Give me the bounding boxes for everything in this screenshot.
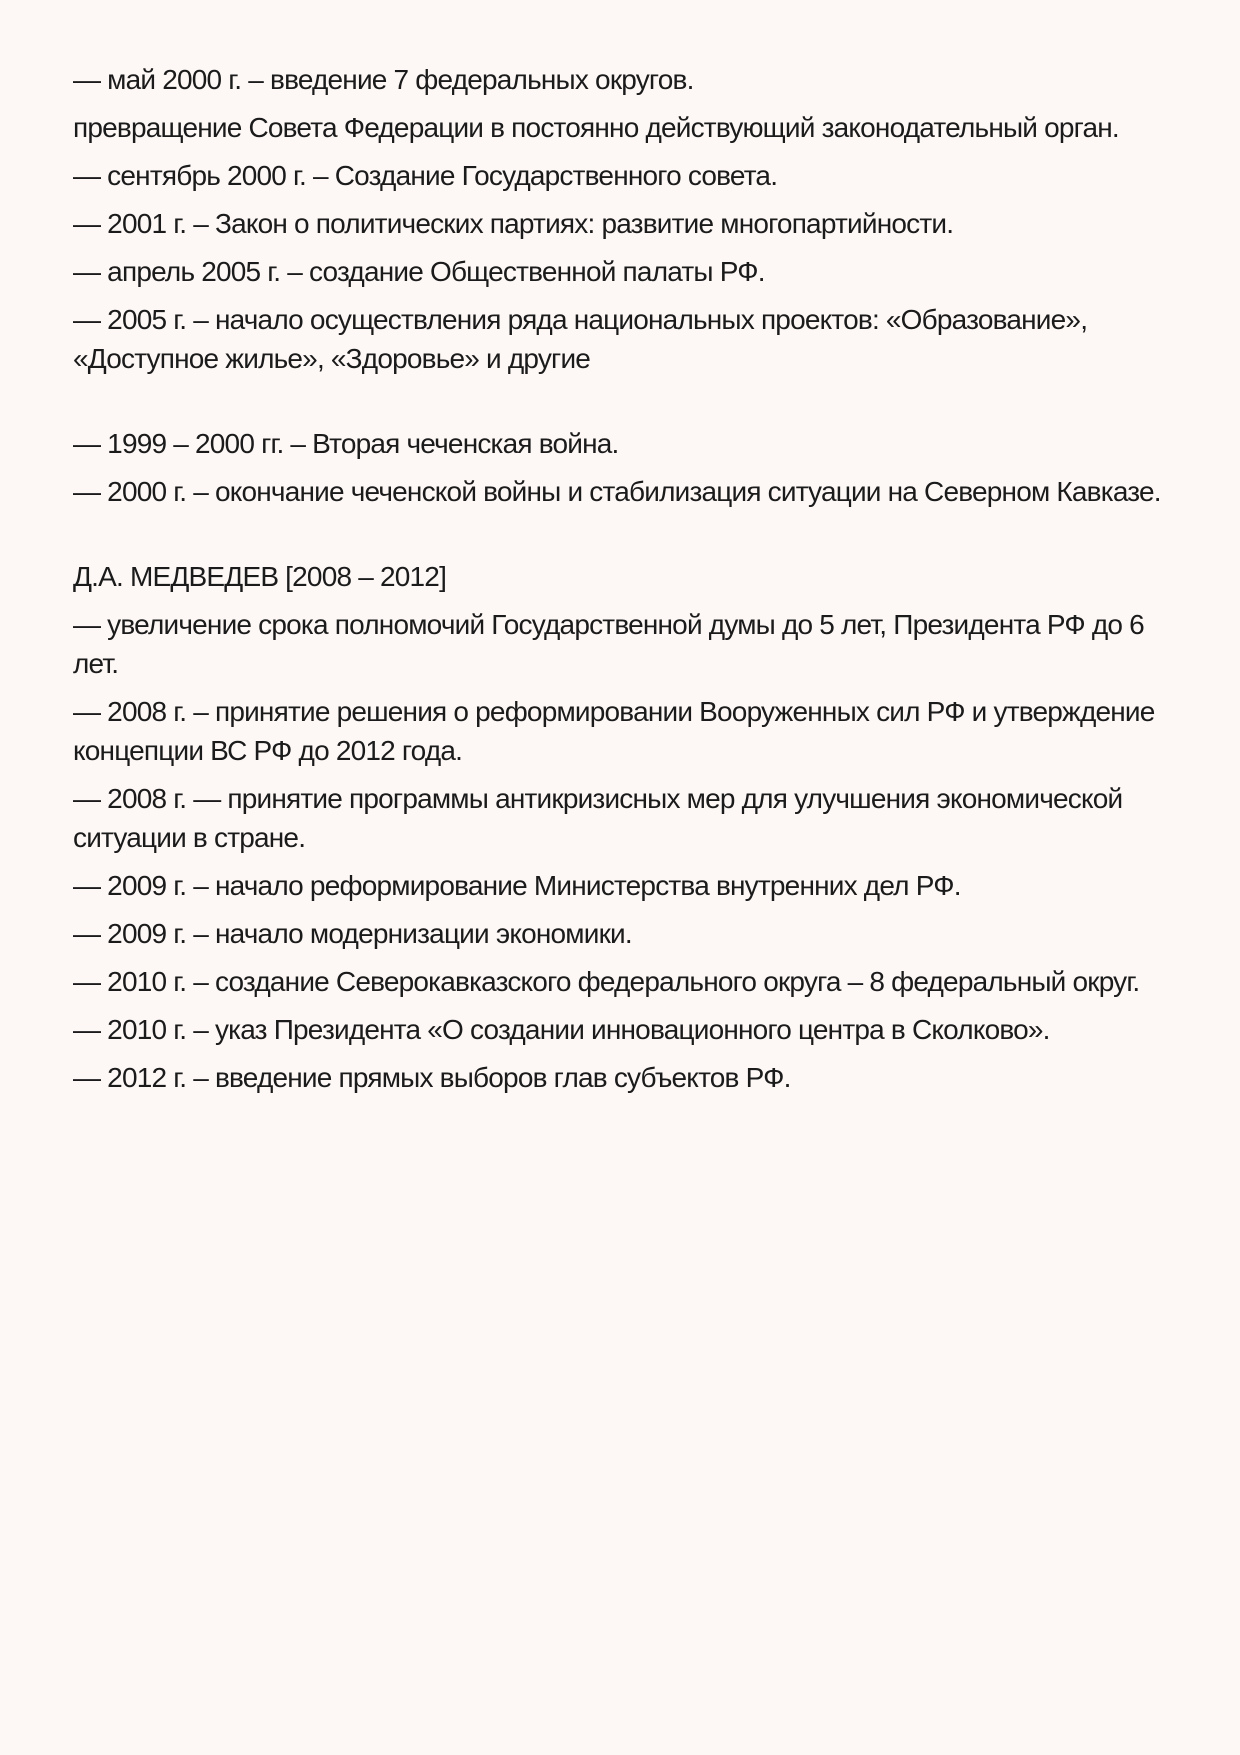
list-item: — 2012 г. – введение прямых выборов глав субъектов РФ. xyxy=(73,1062,791,1093)
list-item: — 2005 г. – начало осуществления ряда национальных проектов: «Образование», «Доступное жилье», «Здоровье» и другие xyxy=(73,304,1088,374)
list-item: — 2008 г. – принятие решения о реформировании Вооруженных сил РФ и утверждение концепции ВС РФ до 2012 года. xyxy=(73,696,1155,766)
list-item: — 2009 г. – начало реформирование Министерства внутренних дел РФ. xyxy=(73,870,961,901)
list-item: — апрель 2005 г. – создание Общественной палаты РФ. xyxy=(73,256,765,287)
list-item: превращение Совета Федерации в постоянно действующий законодательный орган. xyxy=(73,112,1119,143)
document-page xyxy=(73,60,1173,1106)
list-item: — 2000 г. – окончание чеченской войны и стабилизация ситуации на Северном Кавказе. xyxy=(73,476,1161,507)
list-item: — май 2000 г. – введение 7 федеральных округов. xyxy=(73,64,694,95)
list-item: — сентябрь 2000 г. – Создание Государственного совета. xyxy=(73,160,778,191)
section-heading: Д.А. МЕДВЕДЕВ [2008 – 2012] xyxy=(73,561,447,592)
putin-reforms-section xyxy=(73,60,1173,378)
list-item: — 2009 г. – начало модернизации экономики. xyxy=(73,918,632,949)
list-item: — 2010 г. – создание Северокавказского федерального округа – 8 федеральный округ. xyxy=(73,966,1140,997)
list-item: — 2010 г. – указ Президента «О создании инновационного центра в Сколково». xyxy=(73,1014,1050,1045)
list-item: — увеличение срока полномочий Государственной думы до 5 лет, Президента РФ до 6 лет. xyxy=(73,609,1144,679)
list-item: — 2008 г. — принятие программы антикризисных мер для улучшения экономической ситуации в стране. xyxy=(73,783,1123,853)
chechnya-section xyxy=(73,424,1173,511)
list-item: — 1999 – 2000 гг. – Вторая чеченская война. xyxy=(73,428,619,459)
medvedev-section xyxy=(73,557,1173,1097)
list-item: — 2001 г. – Закон о политических партиях: развитие многопартийности. xyxy=(73,208,954,239)
